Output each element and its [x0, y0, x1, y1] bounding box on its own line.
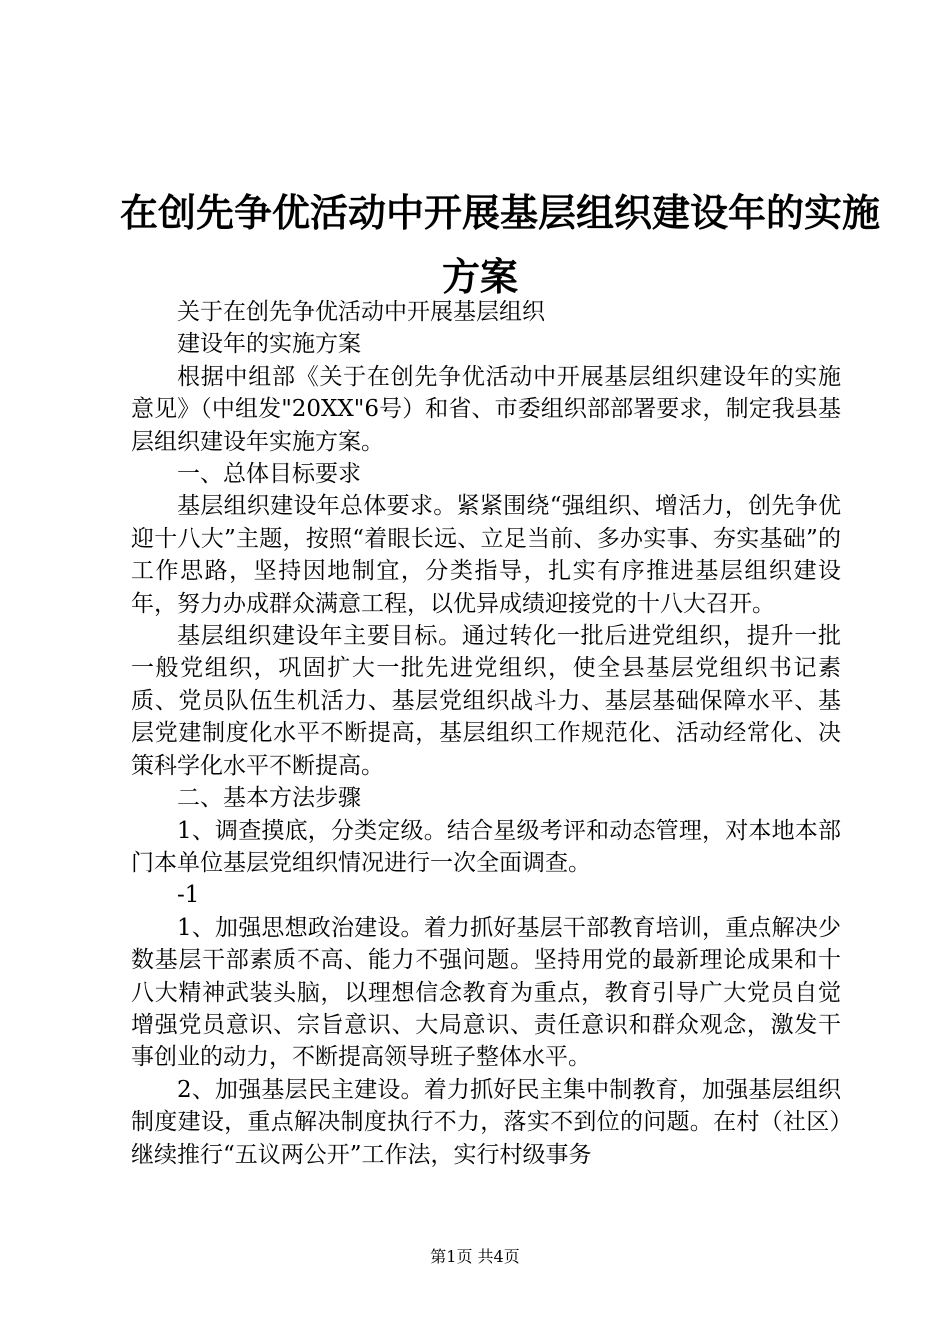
paragraph-step-1: 1、调查摸底，分类定级。结合星级考评和动态管理，对本地本部门本单位基层党组织情况进行一次全面调查。	[131, 817, 841, 876]
paragraph-ideology: 1、加强思想政治建设。着力抓好基层干部教育培训，重点解决少数基层干部素质不高、能力不强问题。坚持用党的最新理论成果和十八大精神武装头脑，以理想信念教育为重点，教育引导广大党员自觉增强党员意识、宗旨意识、大局意识、责任意识和群众观念，激发干事创业的动力，不断提高领导班子整体水平。	[131, 914, 841, 1071]
paragraph-overall-requirement: 基层组织建设年总体要求。紧紧围绕“强组织、增活力，创先争优迎十八大”主题，按照“着眼长远、立足当前、多办实事、夯实基础”的工作思路，坚持因地制宜，分类指导，扎实有序推进基层组织建设年，努力办成群众满意工程，以优异成绩迎接党的十八大召开。	[131, 493, 841, 617]
paragraph-intro: 根据中组部《关于在创先争优活动中开展基层组织建设年的实施意见》（中组发"20XX"6号）和省、市委组织部部署要求，制定我县基层组织建设年实施方案。	[131, 363, 841, 455]
paragraph-main-goal: 基层组织建设年主要目标。通过转化一批后进党组织，提升一批一般党组织，巩固扩大一批先进党组织，使全县基层党组织书记素质、党员队伍生机活力、基层党组织战斗力、基层基础保障水平、基层党建制度化水平不断提高，基层组织工作规范化、活动经常化、决策科学化水平不断提高。	[131, 623, 841, 779]
subtitle-line-1: 关于在创先争优活动中开展基层组织	[177, 299, 545, 325]
section-heading-2: 二、基本方法步骤	[177, 785, 361, 812]
section-heading-1: 一、总体目标要求	[177, 461, 361, 488]
page-marker: -1	[177, 882, 200, 909]
document-title-line-1: 在创先争优活动中开展基层组织建设年的实施	[120, 191, 881, 235]
document-title-line-2: 方案	[441, 255, 518, 299]
page-number-footer: 第1页 共4页	[430, 1247, 520, 1266]
paragraph-democracy: 2、加强基层民主建设。着力抓好民主集中制教育，加强基层组织制度建设，重点解决制度执行不力，落实不到位的问题。在村（社区）继续推行“五议两公开”工作法，实行村级事务	[131, 1076, 841, 1168]
subtitle-line-2: 建设年的实施方案	[177, 331, 361, 358]
document-body	[131, 296, 841, 1171]
